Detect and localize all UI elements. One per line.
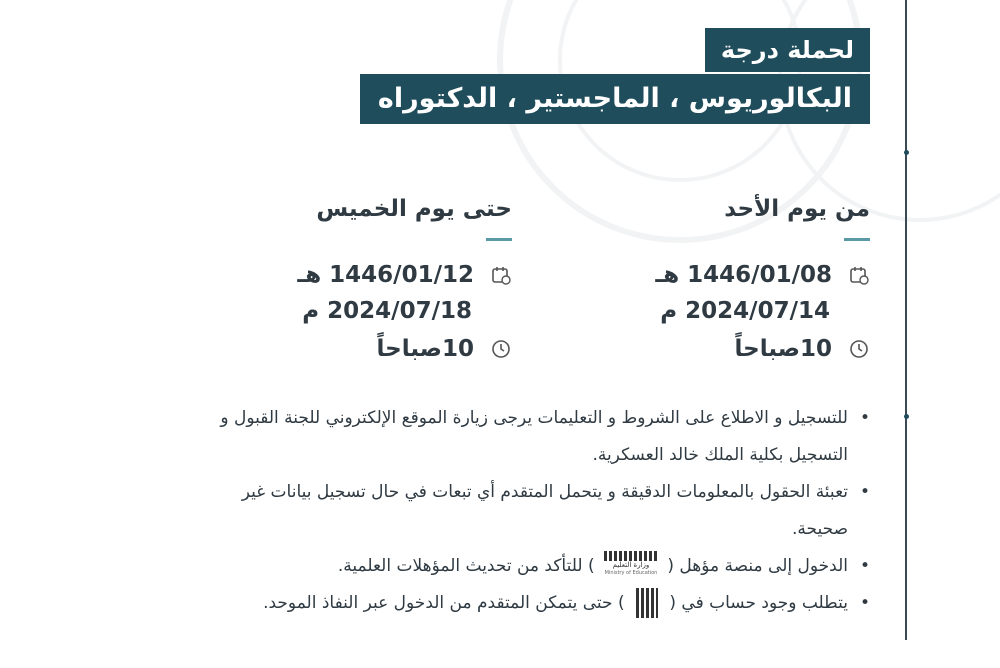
start-gregorian-date: 2024/07/14 م [660, 298, 830, 324]
logo-text-arabic: وزارة التعليم [612, 561, 650, 569]
clock-icon [848, 338, 870, 360]
instruction-item: • للتسجيل و الاطلاع على الشروط و التعليمات يرجى زيارة الموقع الإلكتروني للجنة القبول و التسجيل بكلية الملك خالد العسكرية. [210, 400, 870, 474]
title-line-1: لحملة درجة [705, 28, 870, 72]
start-hijri-date: 1446/01/08 هـ [655, 262, 832, 288]
title-line-2: البكالوريوس ، الماجستير ، الدكتوراه [360, 74, 870, 124]
calendar-icon [848, 264, 870, 286]
instruction-item: • تعبئة الحقول بالمعلومات الدقيقة و يتحمل المتقدم أي تبعات في حال تسجيل بيانات غير صحيحة. [210, 474, 870, 548]
logo-text-english: Ministry of Education [604, 570, 658, 576]
timeline-line [905, 0, 907, 640]
timeline-dot [904, 150, 909, 155]
end-time-row [377, 336, 512, 362]
instruction-item [210, 548, 870, 585]
end-gregorian-date: 2024/07/18 م [302, 298, 472, 324]
timeline-dot [904, 414, 909, 419]
end-hijri-row [297, 262, 512, 288]
clock-icon [490, 338, 512, 360]
start-time: 10صباحاً [734, 336, 832, 362]
end-day-underline [486, 238, 512, 241]
instruction-text: ) للتأكد من تحديث المؤهلات العلمية. [337, 556, 595, 576]
instruction-text: ) حتى يتمكن المتقدم من الدخول عبر النفاذ الموحد. [263, 593, 625, 613]
nafath-logo [636, 588, 658, 618]
start-day-underline [844, 238, 870, 241]
instruction-text: الدخول إلى منصة مؤهل ( [667, 556, 848, 576]
ministry-of-education-logo [604, 551, 658, 581]
instruction-item [210, 585, 870, 622]
instruction-text: يتطلب وجود حساب في ( [669, 593, 848, 613]
end-hijri-date: 1446/01/12 هـ [297, 262, 474, 288]
start-day-label: من يوم الأحد [724, 196, 870, 222]
calendar-icon [490, 264, 512, 286]
end-day-label: حتى يوم الخميس [316, 196, 512, 222]
instructions-list [210, 400, 870, 622]
start-hijri-row [655, 262, 870, 288]
end-time: 10صباحاً [376, 336, 474, 362]
start-time-row [735, 336, 870, 362]
